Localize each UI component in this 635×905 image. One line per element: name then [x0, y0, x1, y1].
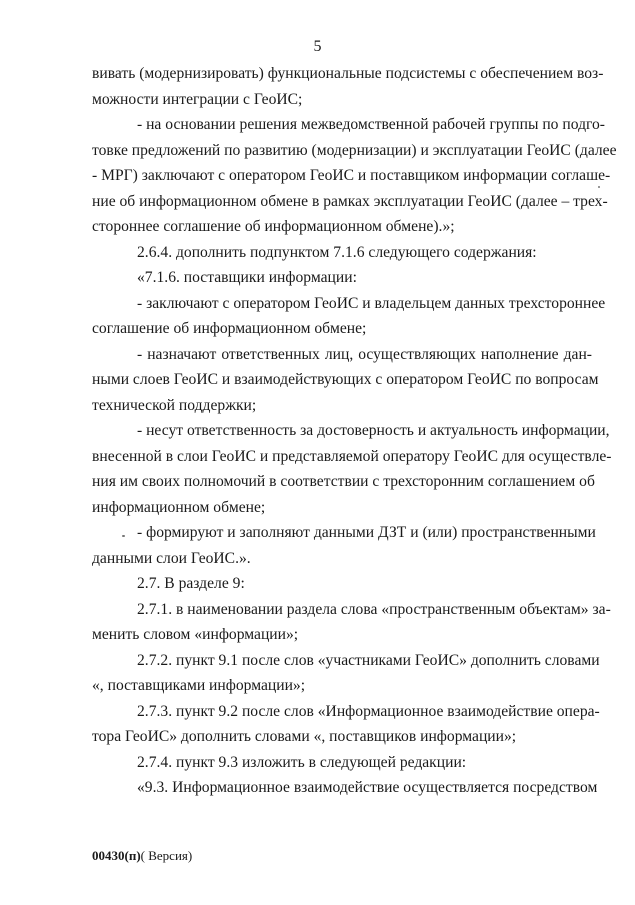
text-line: технической поддержки;: [92, 396, 257, 414]
text-line: «, поставщиками информации»;: [92, 677, 306, 694]
text-line: 2.7. В разделе 9:: [137, 575, 245, 592]
text-line: ние об информационном обмене в рамках эксплуатации ГеоИС (далее – трех-: [92, 192, 608, 210]
text-line: 2.7.3. пункт 9.2 после слов «Информационное взаимодействие опера-: [137, 702, 600, 720]
text-line: 2.7.2. пункт 9.1 после слов «участниками ГеоИС» дополнить словами: [137, 651, 600, 669]
text-line: ными слоев ГеоИС и взаимодействующих с оператором ГеоИС по вопросам: [92, 371, 599, 388]
page-number: 5: [313, 38, 322, 55]
scan-speck: [598, 186, 600, 188]
text-line: менить словом «информации»;: [92, 626, 299, 643]
document-version: ( Версия): [140, 848, 193, 863]
text-line: - несут ответственность за достоверность и актуальность информации,: [137, 422, 610, 439]
text-line: информационном обмене;: [92, 498, 266, 516]
scan-speck: [122, 535, 125, 537]
text-line: 2.7.4. пункт 9.3 изложить в следующей редакции:: [137, 753, 467, 771]
text-line: «7.1.6. поставщики информации:: [137, 269, 357, 286]
text-line: стороннее соглашение об информационном обмене).»;: [92, 218, 455, 235]
text-line: можности интеграции с ГеоИС;: [92, 90, 303, 108]
text-line: соглашение об информационном обмене;: [92, 320, 367, 337]
text-line: ния им своих полномочий в соответствии с трехсторонним соглашением об: [92, 473, 595, 490]
text-line: - заключают с оператором ГеоИС и владельцем данных трехстороннее: [137, 294, 606, 312]
document-footer: [92, 848, 192, 864]
text-line: - МРГ) заключают с оператором ГеоИС и поставщиком информации соглаше-: [92, 167, 611, 184]
text-line: - назначают ответственных лиц, осуществляющих наполнение дан-: [137, 345, 592, 363]
text-line: вивать (модернизировать) функциональные подсистемы с обеспечением воз-: [92, 65, 604, 82]
document-body: [92, 61, 617, 801]
text-line: 2.7.1. в наименовании раздела слова «пространственным объектам» за-: [137, 600, 611, 618]
text-line: внесенной в слои ГеоИС и представляемой оператору ГеоИС для осуществле-: [92, 447, 612, 465]
text-line: данными слои ГеоИС.».: [92, 549, 251, 567]
text-line: «9.3. Информационное взаимодействие осуществляется посредством: [137, 779, 598, 796]
text-line: тора ГеоИС» дополнить словами «, поставщиков информации»;: [92, 728, 517, 745]
text-line: 2.6.4. дополнить подпунктом 7.1.6 следующего содержания:: [137, 243, 537, 261]
text-line: товке предложений по развитию (модернизации) и эксплуатации ГеоИС (далее: [92, 141, 617, 159]
text-line: - на основании решения межведомственной рабочей группы по подго-: [137, 116, 606, 133]
document-code: 00430(п): [92, 848, 141, 863]
text-line: - формируют и заполняют данными ДЗТ и (или) пространственными: [137, 524, 596, 541]
